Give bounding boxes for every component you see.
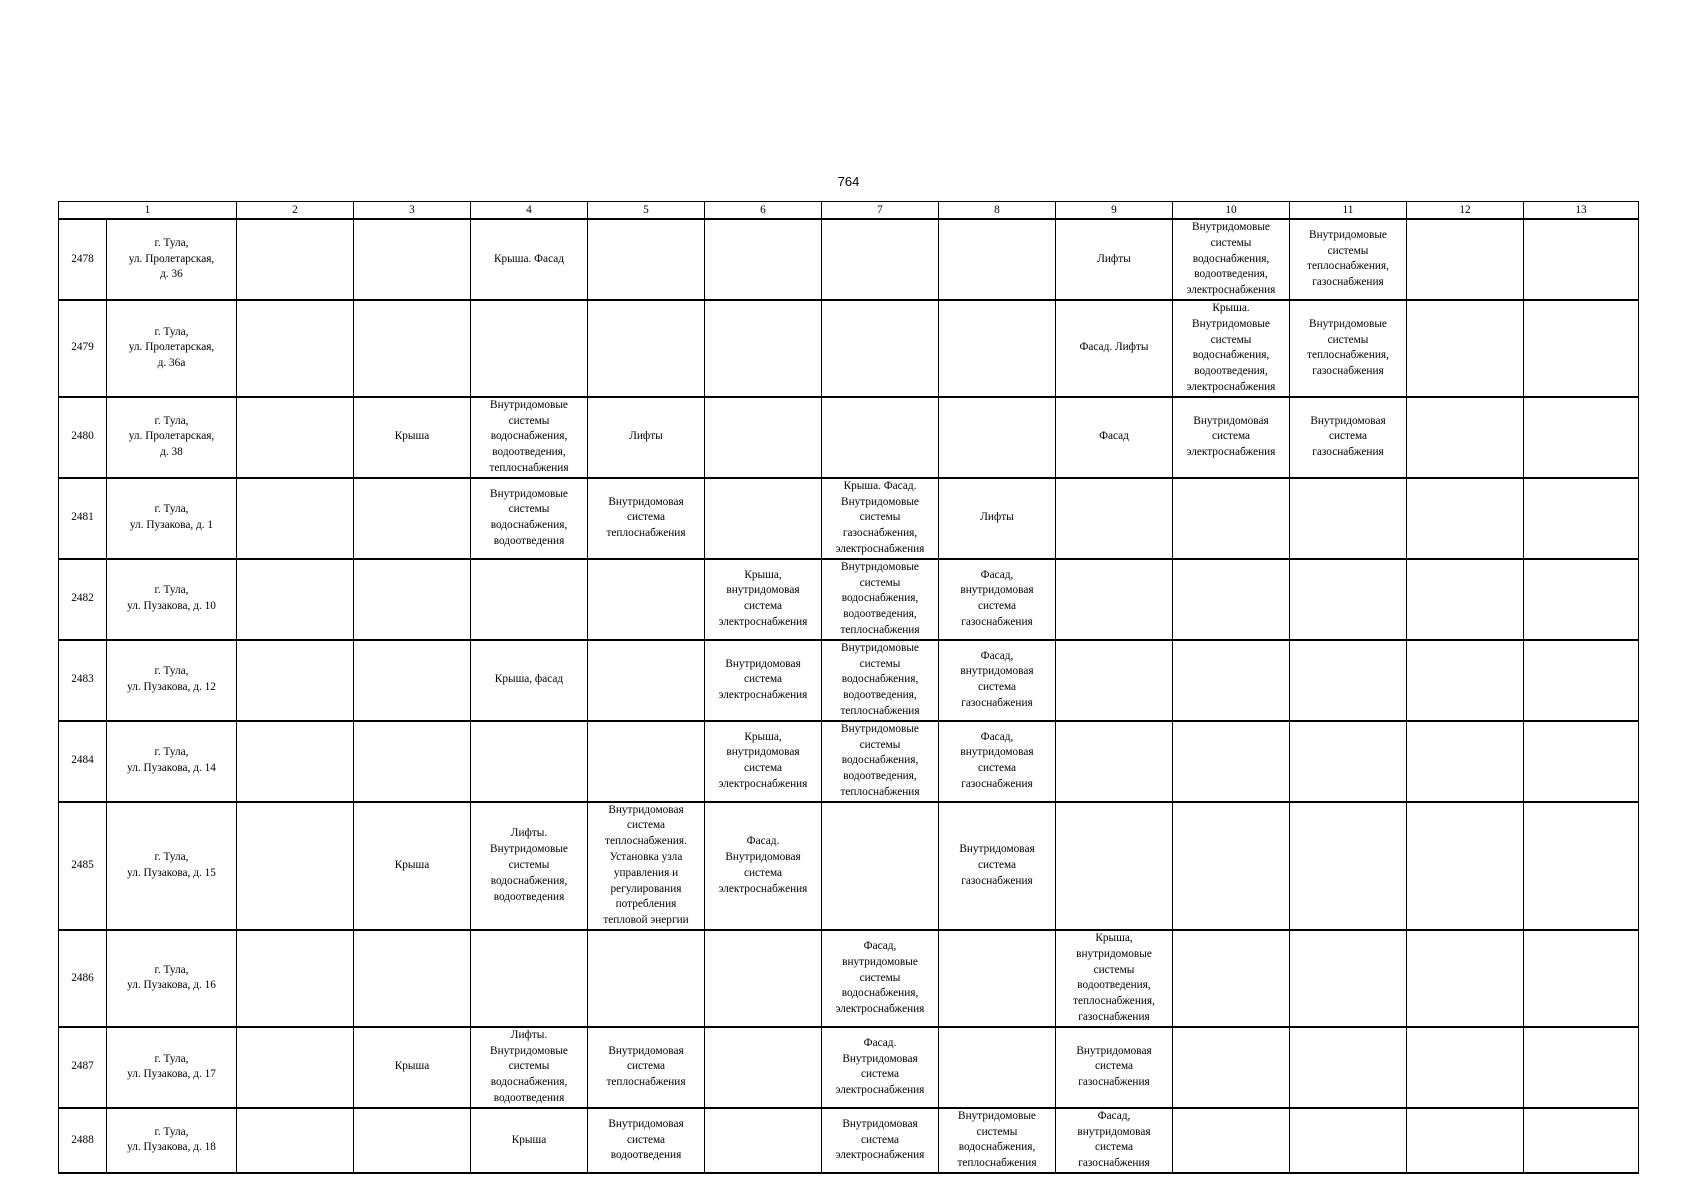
- col-10-cell: [1173, 930, 1290, 1027]
- address-text: г. Тула, ул. Пузакова, д. 18: [127, 1125, 216, 1154]
- col-5-text: Внутридомовая система водоотведения: [608, 1117, 684, 1162]
- column-header: 1: [59, 202, 237, 220]
- col-6-cell: [705, 397, 822, 478]
- col-10-cell: [1173, 1027, 1290, 1108]
- col-4-cell: [471, 300, 588, 397]
- col-6-cell: [705, 219, 822, 300]
- col-2-cell: [237, 219, 354, 300]
- col-4-text: Крыша. Фасад: [494, 252, 564, 265]
- col-4-cell: [471, 721, 588, 802]
- col-5-cell: [588, 559, 705, 640]
- col-2-cell: [237, 640, 354, 721]
- col-4-text: Лифты. Внутридомовые системы водоснабжения, водоотведения: [490, 1028, 568, 1105]
- column-header: 11: [1290, 202, 1407, 220]
- col-7-cell: [822, 559, 939, 640]
- address-text: г. Тула, ул. Пузакова, д. 1: [129, 503, 214, 532]
- col-10-cell: [1173, 300, 1290, 397]
- col-12-cell: [1407, 802, 1524, 930]
- col-9-cell: [1056, 802, 1173, 930]
- col-3-text: Крыша: [394, 858, 430, 871]
- column-header: 10: [1173, 202, 1290, 220]
- col-13-cell: [1524, 300, 1639, 397]
- col-12-cell: [1407, 1108, 1524, 1173]
- col-8-text: Фасад, внутридомовая система газоснабжения: [960, 649, 1034, 709]
- col-7-cell: [822, 1108, 939, 1173]
- address-cell: [107, 1108, 237, 1173]
- address-cell: [107, 559, 237, 640]
- column-header: 12: [1407, 202, 1524, 220]
- col-3-text: Крыша: [394, 430, 430, 443]
- col-6-cell: [705, 300, 822, 397]
- row-number-text: 2478: [71, 252, 94, 265]
- col-3-cell: [354, 397, 471, 478]
- col-2-cell: [237, 721, 354, 802]
- col-11-text: Внутридомовые системы теплоснабжения, газоснабжения: [1307, 228, 1389, 289]
- col-9-cell: [1056, 721, 1173, 802]
- col-13-cell: [1524, 1027, 1639, 1108]
- col-4-text: Лифты. Внутридомовые системы водоснабжения, водоотведения: [490, 827, 568, 903]
- row-number-cell: [59, 1108, 107, 1173]
- col-4-cell: [471, 478, 588, 559]
- col-9-cell: [1056, 1108, 1173, 1173]
- col-2-cell: [237, 930, 354, 1027]
- table-row: [59, 478, 1639, 559]
- col-4-cell: [471, 802, 588, 930]
- row-number-text: 2488: [71, 1133, 94, 1146]
- col-3-cell: [354, 300, 471, 397]
- col-9-text: Крыша, внутридомовые системы водоотведения, теплоснабжения, газоснабжения: [1073, 932, 1155, 1024]
- col-5-cell: [588, 219, 705, 300]
- col-9-text: Лифты: [1097, 252, 1131, 265]
- col-9-cell: [1056, 300, 1173, 397]
- col-11-cell: [1290, 219, 1407, 300]
- col-2-cell: [237, 300, 354, 397]
- address-text: г. Тула, ул. Пузакова, д. 16: [127, 963, 216, 992]
- col-5-cell: [588, 397, 705, 478]
- col-10-text: Внутридомовые системы водоснабжения, водоотведения, электроснабжения: [1186, 221, 1276, 297]
- col-9-cell: [1056, 559, 1173, 640]
- table-row: [59, 802, 1639, 930]
- row-number-text: 2485: [71, 858, 94, 871]
- column-header: 7: [822, 202, 939, 220]
- col-9-cell: [1056, 1027, 1173, 1108]
- col-12-cell: [1407, 397, 1524, 478]
- col-6-cell: [705, 478, 822, 559]
- col-6-cell: [705, 640, 822, 721]
- col-11-cell: [1290, 1027, 1407, 1108]
- col-13-cell: [1524, 1108, 1639, 1173]
- column-header-row: [59, 202, 1639, 220]
- col-5-cell: [588, 721, 705, 802]
- col-12-cell: [1407, 478, 1524, 559]
- col-8-cell: [939, 397, 1056, 478]
- col-8-cell: [939, 300, 1056, 397]
- col-3-text: Крыша: [394, 1060, 430, 1073]
- col-7-text: Внутридомовая система электроснабжения: [835, 1117, 925, 1162]
- col-11-cell: [1290, 721, 1407, 802]
- col-12-cell: [1407, 721, 1524, 802]
- col-2-cell: [237, 1027, 354, 1108]
- col-8-text: Внутридомовая система газоснабжения: [959, 843, 1035, 887]
- col-10-cell: [1173, 721, 1290, 802]
- address-cell: [107, 300, 237, 397]
- col-12-cell: [1407, 640, 1524, 721]
- col-9-text: Внутридомовая система газоснабжения: [1076, 1044, 1152, 1089]
- column-header: 5: [588, 202, 705, 220]
- row-number-text: 2481: [71, 511, 94, 524]
- col-11-cell: [1290, 300, 1407, 397]
- col-8-cell: [939, 219, 1056, 300]
- col-5-cell: [588, 930, 705, 1027]
- col-4-cell: [471, 640, 588, 721]
- col-5-cell: [588, 640, 705, 721]
- col-3-cell: [354, 219, 471, 300]
- page-number: 764: [837, 174, 860, 189]
- col-7-text: Внутридомовые системы водоснабжения, водоотведения, теплоснабжения: [840, 641, 920, 717]
- col-5-cell: [588, 478, 705, 559]
- col-3-cell: [354, 721, 471, 802]
- col-11-text: Внутридомовые системы теплоснабжения, газоснабжения: [1307, 317, 1389, 378]
- col-10-cell: [1173, 802, 1290, 930]
- row-number-cell: [59, 559, 107, 640]
- col-4-text: Внутридомовые системы водоснабжения, водоотведения: [490, 487, 568, 548]
- col-12-cell: [1407, 300, 1524, 397]
- col-8-text: Фасад, внутридомовая система газоснабжения: [960, 730, 1034, 790]
- row-number-cell: [59, 219, 107, 300]
- col-7-text: Внутридомовые системы водоснабжения, водоотведения, теплоснабжения: [840, 560, 920, 636]
- address-cell: [107, 397, 237, 478]
- col-13-cell: [1524, 219, 1639, 300]
- col-4-text: Крыша: [511, 1133, 547, 1146]
- col-4-cell: [471, 1108, 588, 1173]
- col-6-cell: [705, 721, 822, 802]
- col-9-cell: [1056, 219, 1173, 300]
- col-5-text: Внутридомовая система теплоснабжения: [606, 495, 686, 540]
- col-7-text: Внутридомовые системы водоснабжения, водоотведения, теплоснабжения: [840, 722, 920, 798]
- col-12-cell: [1407, 1027, 1524, 1108]
- col-11-cell: [1290, 1108, 1407, 1173]
- row-number-text: 2483: [71, 673, 94, 686]
- col-4-cell: [471, 219, 588, 300]
- table-row: [59, 300, 1639, 397]
- col-8-cell: [939, 640, 1056, 721]
- table-row: [59, 559, 1639, 640]
- address-cell: [107, 640, 237, 721]
- column-header: 2: [237, 202, 354, 220]
- col-3-cell: [354, 559, 471, 640]
- address-text: г. Тула, ул. Пролетарская, д. 38: [128, 414, 215, 459]
- table-row: [59, 930, 1639, 1027]
- col-9-cell: [1056, 640, 1173, 721]
- col-2-cell: [237, 478, 354, 559]
- col-6-text: Крыша, внутридомовая система электроснабжения: [718, 568, 808, 629]
- col-7-text: Фасад, внутридомовые системы водоснабжения, электроснабжения: [835, 939, 925, 1016]
- column-header: 4: [471, 202, 588, 220]
- address-text: г. Тула, ул. Пузакова, д. 14: [127, 746, 216, 775]
- col-5-text: Лифты: [629, 430, 663, 443]
- table-row: [59, 721, 1639, 802]
- table-body: [59, 219, 1639, 1173]
- col-8-cell: [939, 721, 1056, 802]
- address-cell: [107, 1027, 237, 1108]
- col-11-cell: [1290, 930, 1407, 1027]
- col-12-cell: [1407, 930, 1524, 1027]
- col-6-cell: [705, 559, 822, 640]
- col-8-cell: [939, 1027, 1056, 1108]
- col-4-cell: [471, 559, 588, 640]
- table-row: [59, 397, 1639, 478]
- col-7-cell: [822, 721, 939, 802]
- col-6-cell: [705, 1027, 822, 1108]
- col-7-cell: [822, 300, 939, 397]
- col-6-cell: [705, 930, 822, 1027]
- col-5-text: Внутридомовая система теплоснабжения: [606, 1044, 686, 1089]
- col-8-cell: [939, 802, 1056, 930]
- col-13-cell: [1524, 930, 1639, 1027]
- column-header: 6: [705, 202, 822, 220]
- col-7-cell: [822, 219, 939, 300]
- address-text: г. Тула, ул. Пролетарская, д. 36а: [128, 325, 215, 370]
- col-10-cell: [1173, 219, 1290, 300]
- col-8-text: Фасад, внутридомовая система газоснабжения: [960, 568, 1034, 629]
- row-number-text: 2487: [71, 1060, 94, 1073]
- row-number-text: 2484: [71, 754, 94, 767]
- col-3-cell: [354, 1108, 471, 1173]
- row-number-text: 2486: [71, 971, 94, 984]
- column-header: 9: [1056, 202, 1173, 220]
- col-8-cell: [939, 1108, 1056, 1173]
- row-number-cell: [59, 721, 107, 802]
- row-number-cell: [59, 300, 107, 397]
- col-7-cell: [822, 640, 939, 721]
- col-11-cell: [1290, 640, 1407, 721]
- address-text: г. Тула, ул. Пузакова, д. 15: [127, 851, 216, 879]
- col-10-cell: [1173, 478, 1290, 559]
- col-11-cell: [1290, 397, 1407, 478]
- col-3-cell: [354, 1027, 471, 1108]
- address-cell: [107, 219, 237, 300]
- address-cell: [107, 721, 237, 802]
- col-4-cell: [471, 397, 588, 478]
- col-10-cell: [1173, 559, 1290, 640]
- col-4-text: Внутридомовые системы водоснабжения, водоотведения, теплоснабжения: [489, 398, 569, 474]
- col-7-cell: [822, 397, 939, 478]
- col-4-text: Крыша, фасад: [494, 673, 564, 686]
- col-11-cell: [1290, 478, 1407, 559]
- row-number-text: 2482: [71, 592, 94, 605]
- col-12-cell: [1407, 559, 1524, 640]
- col-7-cell: [822, 478, 939, 559]
- col-13-cell: [1524, 397, 1639, 478]
- col-6-cell: [705, 802, 822, 930]
- col-3-cell: [354, 930, 471, 1027]
- row-number-text: 2480: [71, 430, 94, 443]
- col-3-cell: [354, 478, 471, 559]
- col-2-cell: [237, 559, 354, 640]
- col-8-cell: [939, 478, 1056, 559]
- col-13-cell: [1524, 802, 1639, 930]
- col-4-cell: [471, 930, 588, 1027]
- col-11-cell: [1290, 802, 1407, 930]
- col-5-cell: [588, 802, 705, 930]
- col-9-text: Фасад: [1099, 430, 1129, 443]
- col-10-text: Внутридомовая система электроснабжения: [1186, 414, 1276, 459]
- col-6-cell: [705, 1108, 822, 1173]
- row-number-cell: [59, 478, 107, 559]
- col-9-cell: [1056, 930, 1173, 1027]
- col-13-cell: [1524, 478, 1639, 559]
- col-11-text: Внутридомовая система газоснабжения: [1310, 414, 1386, 459]
- row-number-cell: [59, 1027, 107, 1108]
- col-12-cell: [1407, 219, 1524, 300]
- col-10-cell: [1173, 640, 1290, 721]
- col-8-cell: [939, 559, 1056, 640]
- table-row: [59, 219, 1639, 300]
- table-row: [59, 640, 1639, 721]
- address-text: г. Тула, ул. Пролетарская, д. 36: [128, 236, 215, 281]
- col-10-text: Крыша. Внутридомовые системы водоснабжения, водоотведения, электроснабжения: [1186, 301, 1276, 393]
- row-number-cell: [59, 397, 107, 478]
- col-10-cell: [1173, 397, 1290, 478]
- col-6-text: Фасад. Внутридомовая система электроснабжения: [718, 835, 808, 895]
- col-10-cell: [1173, 1108, 1290, 1173]
- col-7-text: Крыша. Фасад. Внутридомовые системы газоснабжения, электроснабжения: [835, 479, 925, 555]
- row-number-cell: [59, 802, 107, 930]
- col-8-text: Внутридомовые системы водоснабжения, теплоснабжения: [957, 1109, 1037, 1170]
- col-13-cell: [1524, 640, 1639, 721]
- address-cell: [107, 478, 237, 559]
- col-7-cell: [822, 930, 939, 1027]
- col-9-cell: [1056, 397, 1173, 478]
- col-8-cell: [939, 930, 1056, 1027]
- address-cell: [107, 802, 237, 930]
- column-header: 8: [939, 202, 1056, 220]
- col-7-cell: [822, 1027, 939, 1108]
- col-2-cell: [237, 397, 354, 478]
- col-3-cell: [354, 640, 471, 721]
- table-row: [59, 1027, 1639, 1108]
- repair-schedule-table: [58, 201, 1639, 1174]
- col-11-cell: [1290, 559, 1407, 640]
- col-2-cell: [237, 1108, 354, 1173]
- table-row: [59, 1108, 1639, 1173]
- col-5-text: Внутридомовая система теплоснабжения. Установка узла управления и регулирования потребления тепловой энергии: [603, 803, 689, 927]
- col-9-text: Фасад. Лифты: [1079, 341, 1149, 354]
- col-5-cell: [588, 300, 705, 397]
- row-number-cell: [59, 640, 107, 721]
- col-8-text: Лифты: [980, 511, 1014, 524]
- col-9-text: Фасад, внутридомовая система газоснабжения: [1077, 1109, 1151, 1170]
- address-text: г. Тула, ул. Пузакова, д. 17: [127, 1052, 216, 1081]
- column-header: 13: [1524, 202, 1639, 220]
- col-2-cell: [237, 802, 354, 930]
- row-number-cell: [59, 930, 107, 1027]
- address-text: г. Тула, ул. Пузакова, д. 12: [127, 665, 216, 694]
- col-3-cell: [354, 802, 471, 930]
- col-5-cell: [588, 1108, 705, 1173]
- address-cell: [107, 930, 237, 1027]
- row-number-text: 2479: [71, 341, 94, 354]
- col-13-cell: [1524, 721, 1639, 802]
- col-6-text: Крыша, внутридомовая система электроснабжения: [718, 730, 808, 790]
- col-5-cell: [588, 1027, 705, 1108]
- col-4-cell: [471, 1027, 588, 1108]
- col-9-cell: [1056, 478, 1173, 559]
- address-text: г. Тула, ул. Пузакова, д. 10: [127, 584, 216, 613]
- col-13-cell: [1524, 559, 1639, 640]
- col-6-text: Внутридомовая система электроснабжения: [718, 657, 808, 702]
- column-header: 3: [354, 202, 471, 220]
- col-7-cell: [822, 802, 939, 930]
- col-7-text: Фасад. Внутридомовая система электроснабжения: [835, 1036, 925, 1097]
